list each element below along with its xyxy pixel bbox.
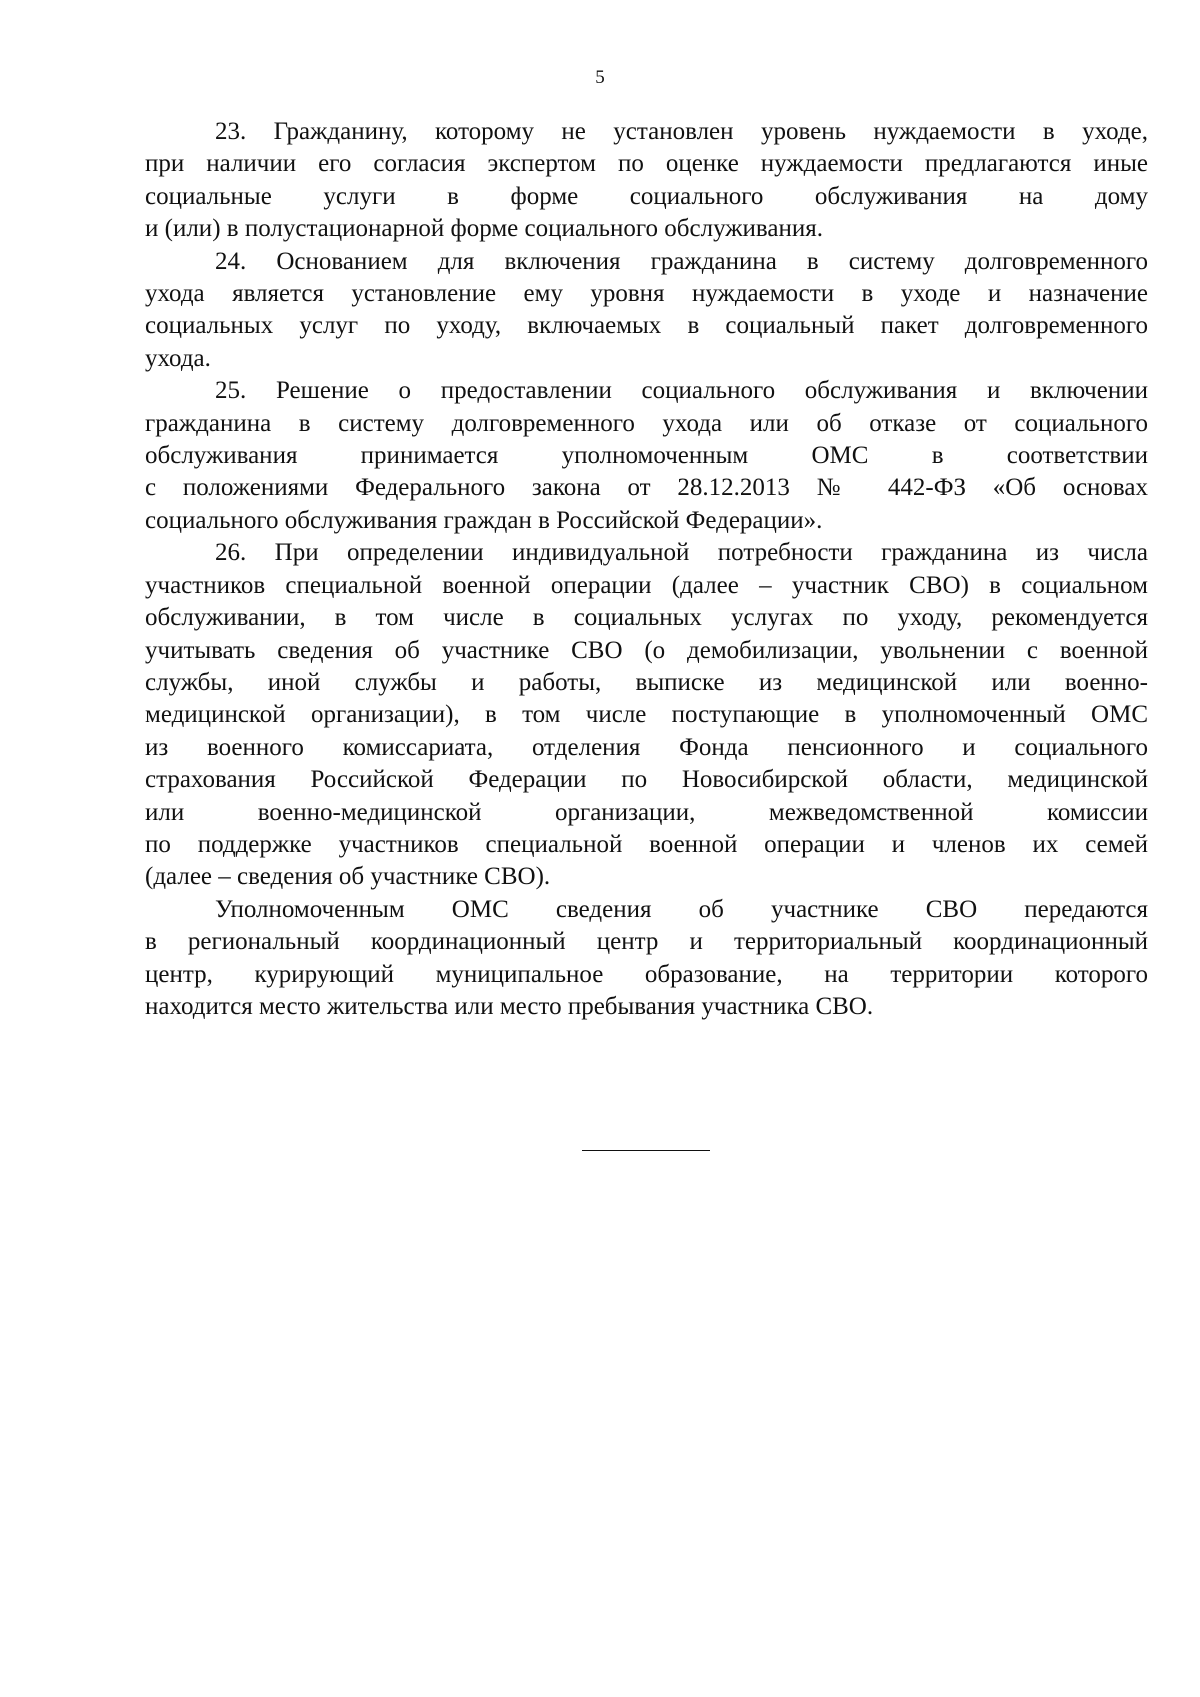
text-line: страхования Российской Федерации по Новосибирской области, медицинской	[145, 766, 1148, 794]
text-line: по поддержке участников специальной военной операции и членов их семей	[145, 830, 1148, 858]
text-line: гражданина в систему долговременного ухода или об отказе от социального	[145, 409, 1148, 437]
text-line: социального обслуживания граждан в Российской Федерации».	[145, 506, 823, 534]
text-line: находится место жительства или место пребывания участника СВО.	[145, 992, 874, 1020]
closing-divider-line	[582, 1150, 710, 1151]
text-line: при наличии его согласия экспертом по оценке нуждаемости предлагаются иные	[145, 150, 1148, 178]
text-line: Уполномоченным ОМС сведения об участнике СВО передаются	[215, 895, 1148, 923]
text-line: обслуживания принимается уполномоченным ОМС в соответствии	[145, 442, 1148, 470]
text-line: ухода.	[145, 344, 211, 372]
text-line: центр, курирующий муниципальное образование, на территории которого	[145, 960, 1148, 988]
text-line: 24. Основанием для включения гражданина в систему долговременного	[215, 247, 1148, 275]
text-line: в региональный координационный центр и территориальный координационный	[145, 928, 1148, 956]
text-line: 23. Гражданину, которому не установлен уровень нуждаемости в уходе,	[215, 118, 1148, 145]
paragraph-25	[145, 375, 1148, 537]
text-line: участников специальной военной операции (далее – участник СВО) в социальном	[145, 571, 1148, 599]
text-line: ухода является установление ему уровня нуждаемости в уходе и назначение	[145, 280, 1148, 308]
text-line: обслуживании, в том числе в социальных услугах по уходу, рекомендуется	[145, 604, 1148, 632]
text-line: (далее – сведения об участнике СВО).	[145, 863, 551, 891]
text-line: медицинской организации), в том числе поступающие в уполномоченный ОМС	[145, 701, 1148, 729]
text-line: социальные услуги в форме социального обслуживания на дому	[145, 182, 1148, 210]
text-line: или военно-медицинской организации, межведомственной комиссии	[145, 798, 1148, 826]
text-line: учитывать сведения об участнике СВО (о демобилизации, увольнении с военной	[145, 636, 1148, 664]
paragraph-26	[145, 537, 1148, 893]
paragraph-svo-info-transfer	[145, 894, 1148, 1024]
text-line: из военного комиссариата, отделения Фонда пенсионного и социального	[145, 733, 1148, 761]
text-line: 26. При определении индивидуальной потребности гражданина из числа	[215, 539, 1148, 567]
document-body	[145, 116, 1148, 1023]
paragraph-23	[145, 116, 1148, 246]
page-number: 5	[595, 67, 605, 88]
text-line: с положениями Федерального закона от 28.12.2013 № 442-ФЗ «Об основах	[145, 474, 1148, 502]
text-line: службы, иной службы и работы, выписке из медицинской или военно-	[145, 668, 1148, 696]
text-line: 25. Решение о предоставлении социального обслуживания и включении	[215, 377, 1148, 405]
text-line: и (или) в полустационарной форме социального обслуживания.	[145, 215, 823, 243]
text-line: социальных услуг по уходу, включаемых в социальный пакет долговременного	[145, 312, 1148, 340]
paragraph-24	[145, 246, 1148, 376]
